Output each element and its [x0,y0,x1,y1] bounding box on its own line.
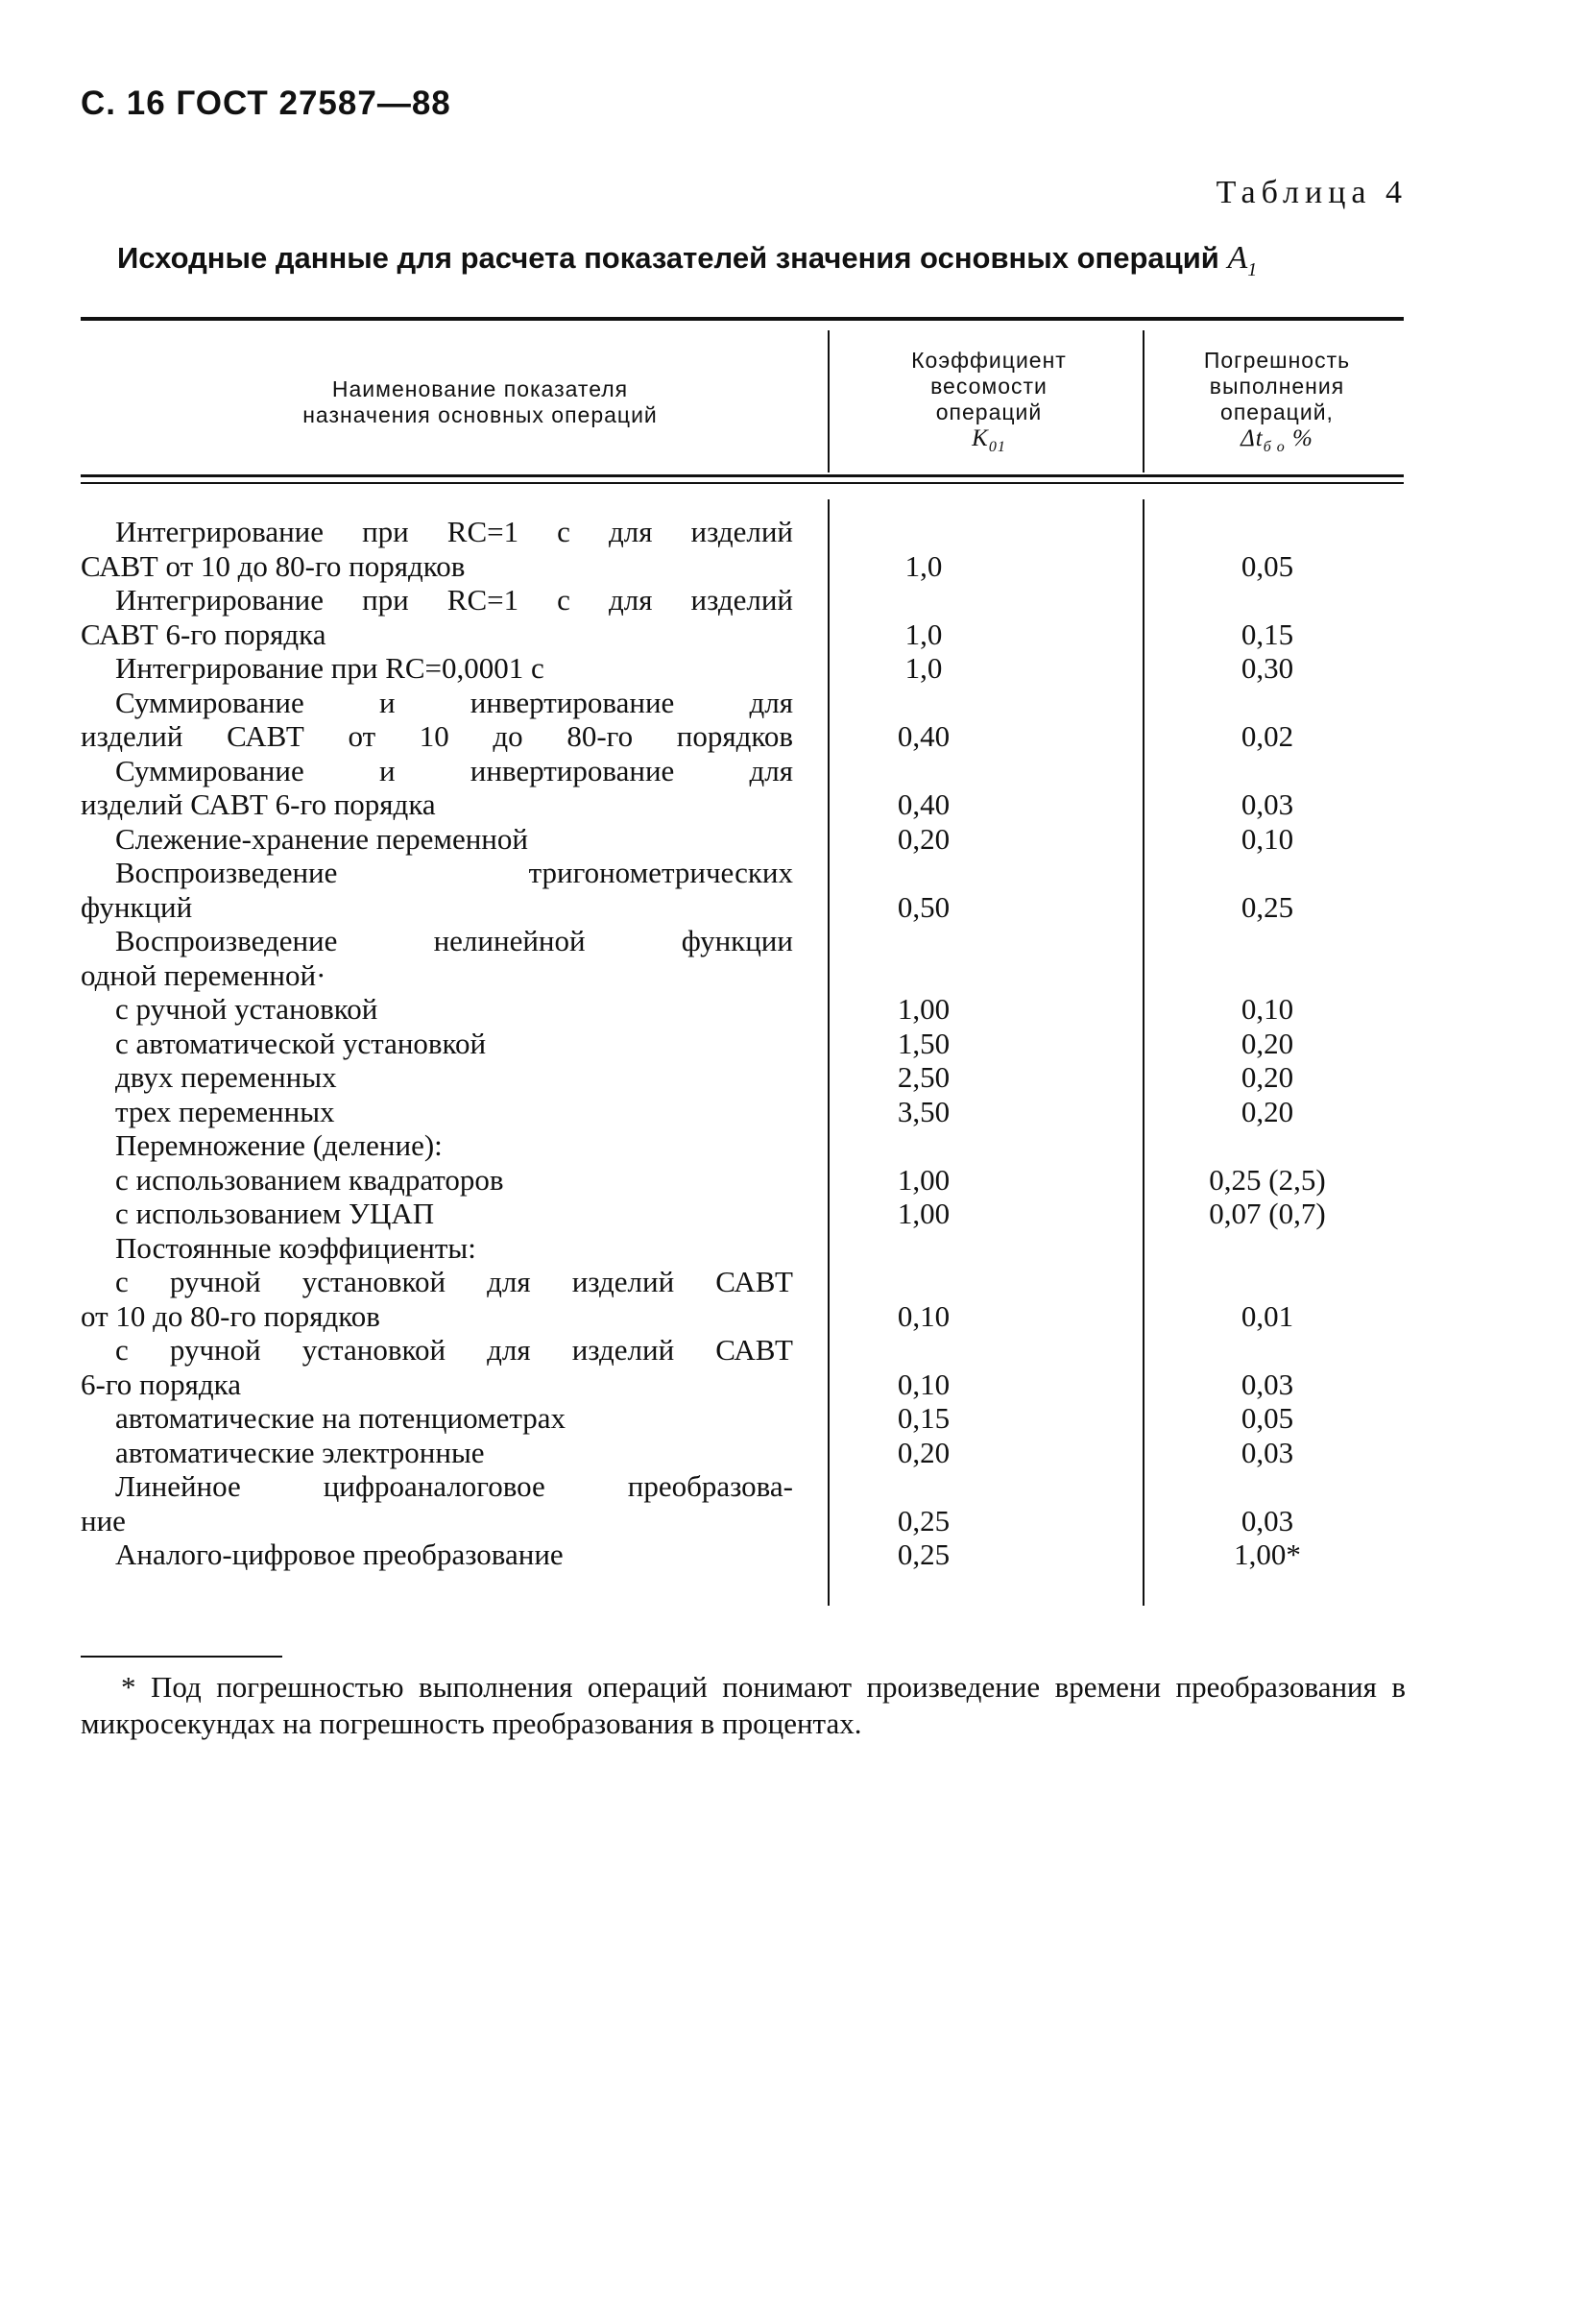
table-row [81,754,1404,788]
row-label: с использованием УЦАП [115,1197,435,1230]
row-weight: 0,40 [897,719,951,753]
row-label: Воспроизведение тригонометрических [115,856,793,889]
footnote: * Под погрешностью выполнения операций понимают произведение времени преобразования в микросекундах на погрешность преобразования в процентах. [81,1670,1406,1740]
header-bottom-rule [81,474,1404,477]
column-header-error: Погрешность выполнения операций, $\Delta t_{б о}$ % [1152,348,1402,460]
table-row [81,856,1404,890]
row-error: 0,03 [1241,787,1294,821]
row-weight: 1,0 [904,617,943,651]
row-error: 1,00* [1234,1537,1301,1571]
header-divider-2 [1143,330,1144,472]
table-row [81,787,1404,822]
table-row [81,515,1404,549]
row-label: Постоянные коэффициенты: [115,1230,476,1265]
row-error: 0,03 [1241,1503,1294,1537]
row-weight: 0,25 [897,1537,951,1571]
row-label: Аналого-цифровое преобразование [115,1537,564,1571]
row-weight: 2,50 [897,1060,951,1094]
row-error: 0,25 [1241,889,1294,924]
table-row [81,617,1404,652]
row-label: Суммирование и инвертирование для [115,753,793,787]
row-label: 6-го порядка [81,1367,241,1401]
row-label: трех переменных [115,1094,335,1128]
row-label: с ручной установкой [115,992,378,1026]
row-error: 0,05 [1241,548,1294,583]
table-body [81,515,1404,1572]
row-error: 0,20 [1241,1060,1294,1094]
row-label: одной переменной· [81,957,326,992]
table-label: Таблица 4 [1216,175,1408,210]
table-row [81,1265,1404,1299]
row-label: Интегрирование при RC=1 с для изделий [115,583,793,617]
row-label: двух переменных [115,1060,337,1094]
row-weight: 1,00 [897,992,951,1026]
footnote-rule [81,1656,282,1658]
error-symbol: $\Delta t_{б о}$ % [1241,425,1313,455]
row-weight: 3,50 [897,1094,951,1128]
row-label: с использованием квадраторов [115,1162,504,1197]
table-row [81,822,1404,857]
table-row [81,958,1404,993]
table-row [81,1231,1404,1266]
row-label: Интегрирование при RC=1 с для изделий [115,515,793,548]
table-row [81,1469,1404,1504]
row-label: автоматические на потенциометрах [115,1401,566,1435]
row-label: Линейное цифроаналоговое преобразова- [115,1469,793,1503]
row-label: ние [81,1503,126,1537]
row-label: Воспроизведение нелинейной функции [115,924,793,957]
weight-symbol: $K_{01}$ [972,425,1006,455]
row-weight: 1,50 [897,1026,951,1060]
row-error: 0,01 [1241,1298,1294,1333]
row-weight: 0,15 [897,1401,951,1435]
row-label: с ручной установкой для изделий САВТ [115,1333,793,1367]
row-weight: 1,0 [904,651,943,685]
caption-symbol: $A_1$ [1227,240,1258,280]
row-label: от 10 до 80-го порядков [81,1298,380,1333]
table-row [81,1504,1404,1538]
row-label: Суммирование и инвертирование для [115,685,793,719]
row-error: 0,03 [1241,1367,1294,1401]
row-label: изделий САВТ 6-го порядка [81,787,436,821]
row-error: 0,25 (2,5) [1209,1162,1326,1197]
row-label: Интегрирование при RC=0,0001 с [115,651,544,685]
row-error: 0,10 [1241,992,1294,1026]
header-divider-1 [828,330,830,472]
row-error: 0,15 [1241,617,1294,651]
row-error: 0,07 (0,7) [1209,1197,1326,1230]
row-weight: 0,25 [897,1503,951,1537]
table-row [81,1401,1404,1436]
table-row [81,1128,1404,1163]
table-row [81,1163,1404,1198]
table-row [81,1436,1404,1470]
table-row [81,1537,1404,1572]
table-row [81,719,1404,754]
table-row [81,890,1404,925]
table-row [81,686,1404,720]
column-header-weight: Коэффициент весомости операций $K_{01}$ [845,348,1133,460]
row-weight: 0,50 [897,889,951,924]
row-label: изделий САВТ от 10 до 80-го порядков [81,719,793,753]
table-row [81,1333,1404,1368]
row-weight: 1,0 [904,548,943,583]
row-error: 0,03 [1241,1435,1294,1469]
row-label: Перемножение (деление): [115,1128,443,1162]
row-weight: 1,00 [897,1197,951,1230]
table-caption [117,240,1404,281]
row-label: с автоматической установкой [115,1026,487,1060]
column-header-name: Наименование показателя назначения основных операций [302,376,658,427]
table-row [81,549,1404,584]
table-row [81,1060,1404,1095]
row-label: с ручной установкой для изделий САВТ [115,1265,793,1298]
row-error: 0,05 [1241,1401,1294,1435]
row-error: 0,20 [1241,1094,1294,1128]
row-error: 0,02 [1241,719,1294,753]
caption-text: Исходные данные для расчета показателей значения основных операций [117,241,1219,275]
table-row [81,1299,1404,1334]
row-label: САВТ 6-го порядка [81,617,326,651]
row-weight: 0,20 [897,821,951,856]
row-weight: 0,10 [897,1367,951,1401]
row-label: САВТ от 10 до 80-го порядков [81,548,466,583]
table-row [81,924,1404,958]
row-error: 0,10 [1241,821,1294,856]
table-top-rule [81,317,1404,321]
table-row [81,1368,1404,1402]
row-weight: 0,40 [897,787,951,821]
page-header: С. 16 ГОСТ 27587—88 [81,85,451,122]
header-bottom-rule-2 [81,482,1404,484]
row-label: автоматические электронные [115,1435,485,1469]
table-row [81,651,1404,686]
table-row [81,583,1404,617]
table-row [81,992,1404,1027]
row-weight: 1,00 [897,1162,951,1197]
table-row [81,1197,1404,1231]
row-error: 0,30 [1241,651,1294,685]
row-error: 0,20 [1241,1026,1294,1060]
row-weight: 0,10 [897,1298,951,1333]
row-label: Слежение-хранение переменной [115,821,528,856]
row-label: функций [81,889,193,924]
table-row [81,1027,1404,1061]
row-weight: 0,20 [897,1435,951,1469]
table-row [81,1095,1404,1129]
